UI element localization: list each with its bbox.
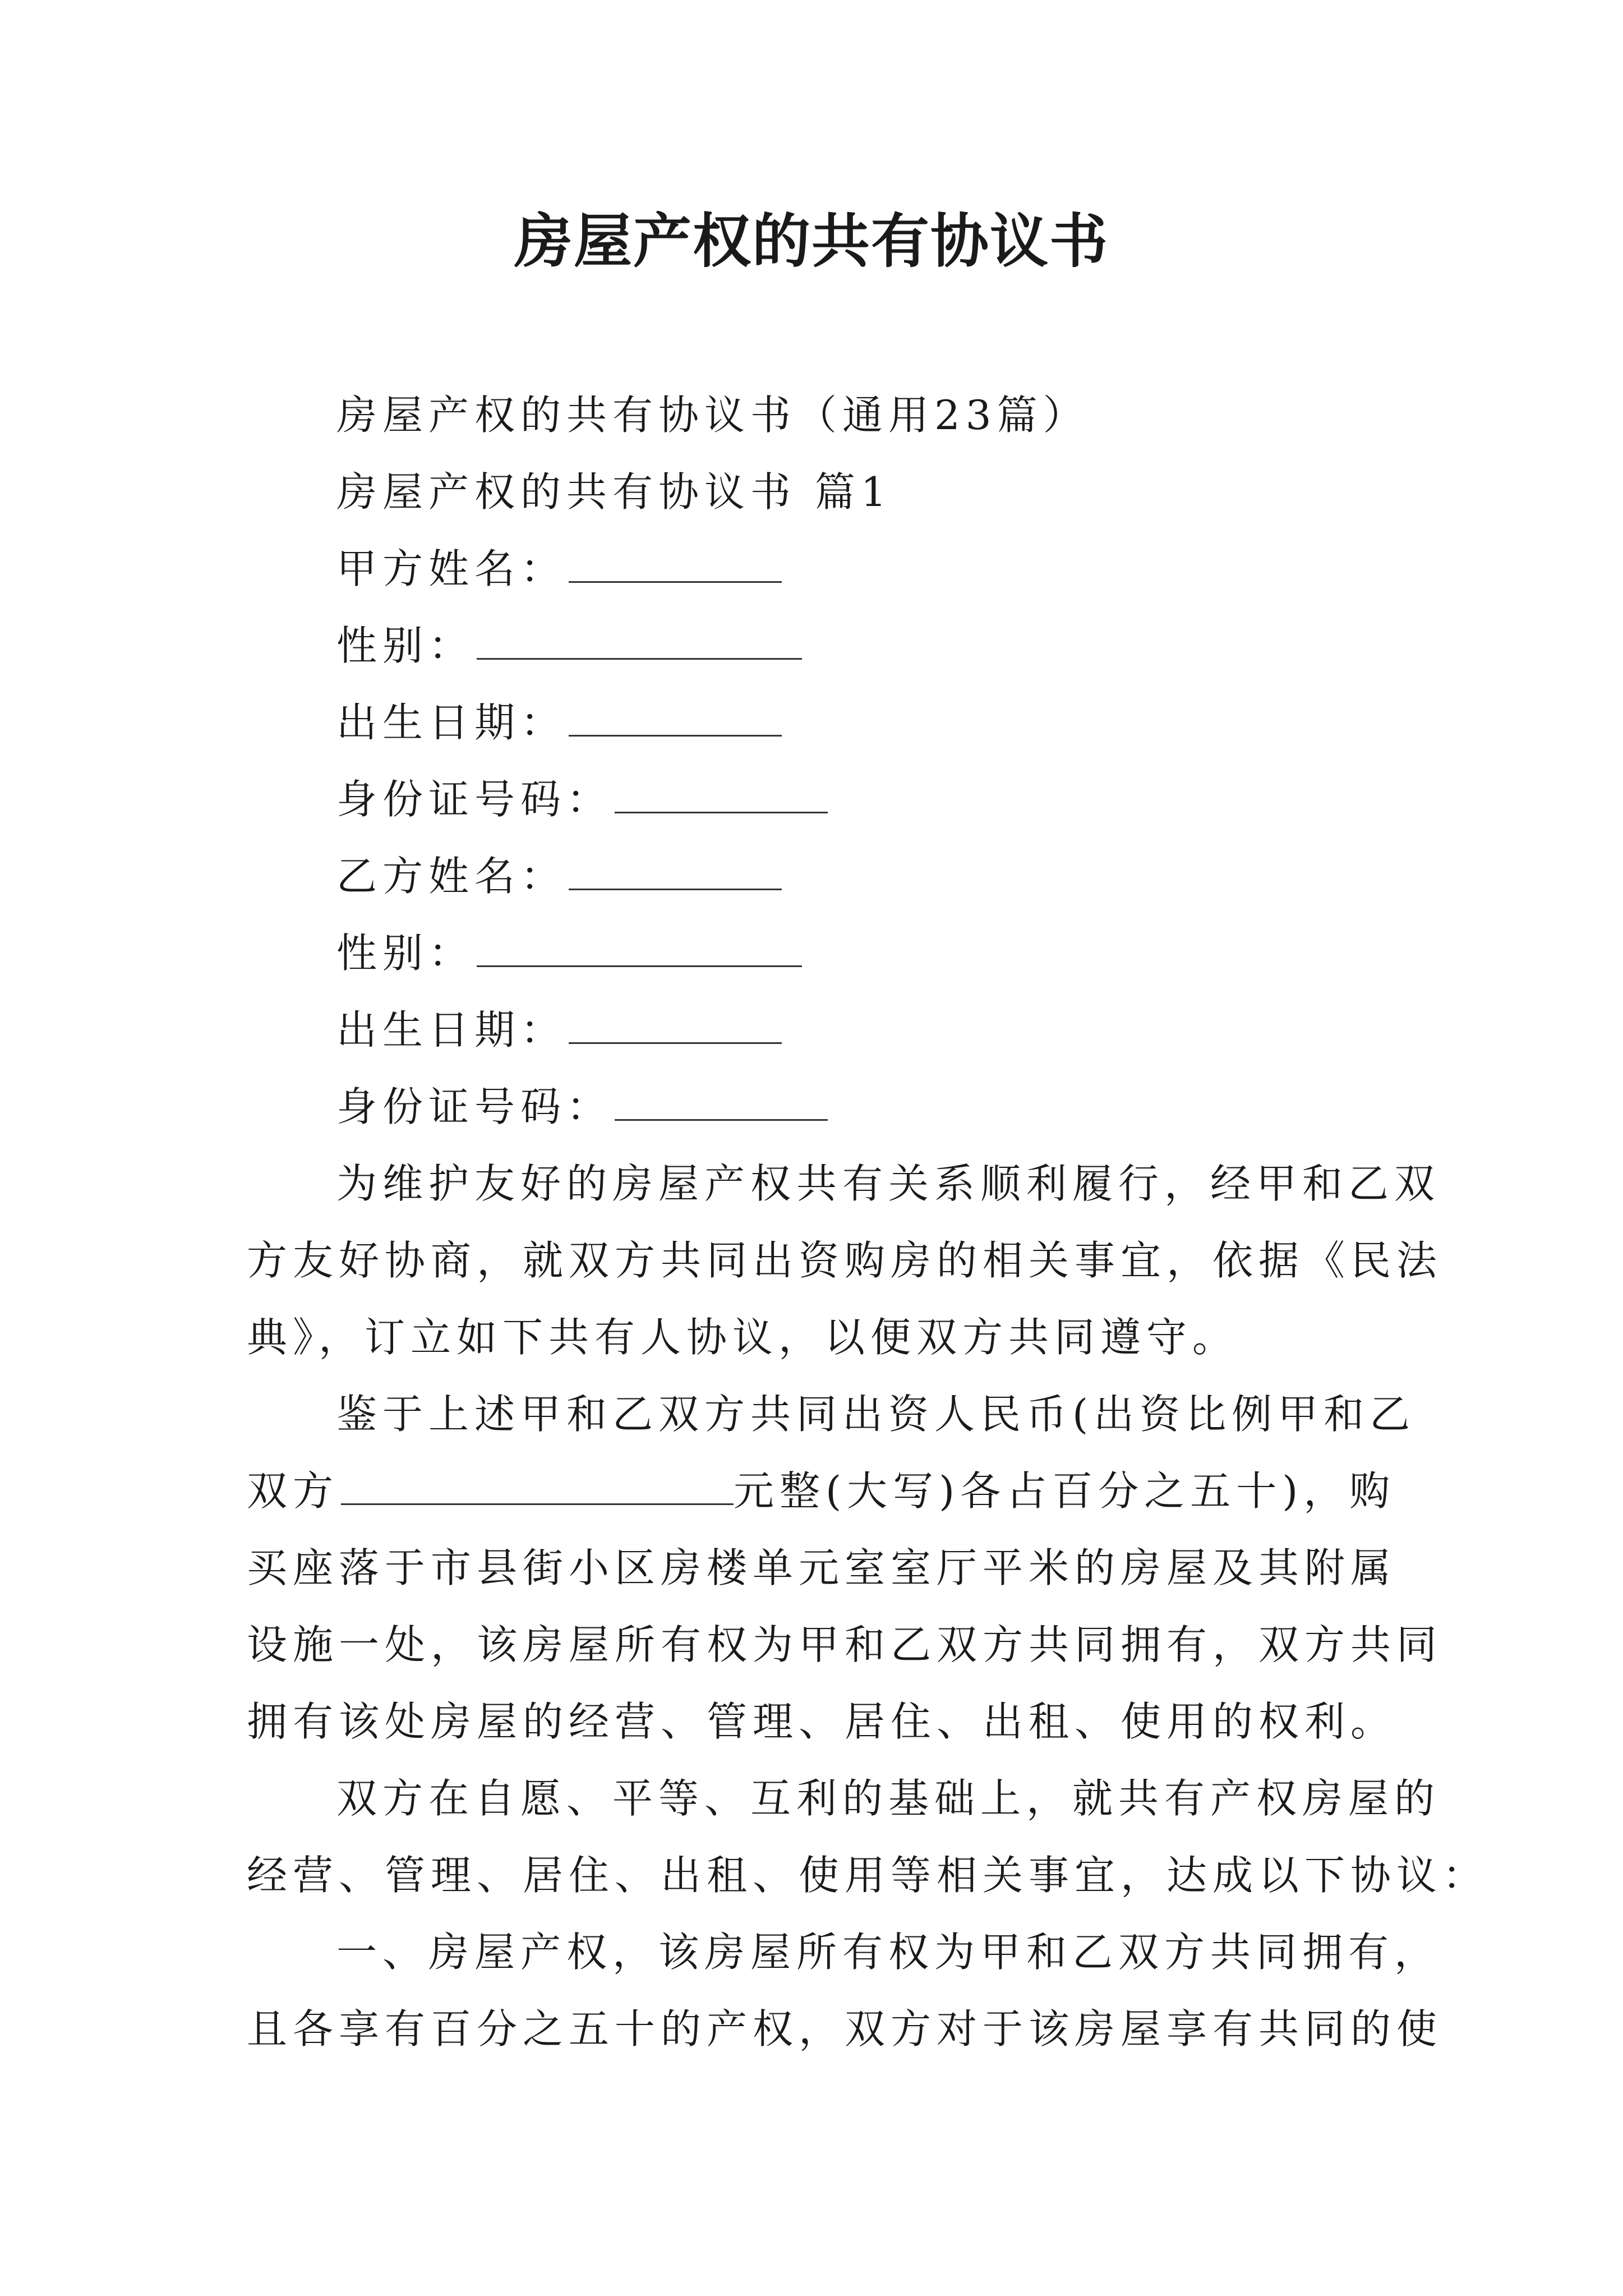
party-b-id-blank[interactable] (615, 1080, 828, 1121)
party-b-name-row (336, 848, 782, 904)
para2-line4: 设施一处，该房屋所有权为甲和乙双方共同拥有，双方共同 (247, 1621, 1443, 1668)
party-a-gender-label: 性别： (336, 622, 475, 669)
para3-line2: 经营、管理、居住、出租、使用等相关事宜，达成以下协议： (247, 1852, 1489, 1899)
party-a-gender-row (336, 618, 802, 674)
party-b-name-blank[interactable] (569, 849, 782, 890)
section-heading: 房屋产权的共有协议书 篇1 (336, 468, 892, 516)
party-a-id-blank[interactable] (615, 772, 828, 813)
para3-line1: 双方在自愿、平等、互利的基础上，就共有产权房屋的 (336, 1775, 1441, 1822)
party-b-gender-label: 性别： (336, 930, 475, 977)
party-b-name-label: 乙方姓名： (336, 853, 567, 900)
para2-line2-start: 双方 (247, 1467, 339, 1515)
para2-line2 (247, 1463, 1395, 1519)
party-a-gender-blank[interactable] (477, 619, 802, 660)
party-a-name-blank[interactable] (569, 542, 782, 583)
party-a-id-label: 身份证号码： (336, 776, 613, 823)
party-a-name-label: 甲方姓名： (336, 545, 567, 592)
amount-blank[interactable] (341, 1464, 734, 1505)
party-b-birth-blank[interactable] (569, 1003, 782, 1044)
para4-line2: 且各享有百分之五十的产权，双方对于该房屋享有共同的使 (247, 2005, 1443, 2053)
party-a-id-row (336, 771, 828, 827)
para2-line1: 鉴于上述甲和乙双方共同出资人民币(出资比例甲和乙 (336, 1391, 1416, 1438)
party-a-birth-row (336, 694, 782, 751)
para4-line1: 一、房屋产权，该房屋所有权为甲和乙双方共同拥有， (336, 1929, 1441, 1976)
party-b-birth-row (336, 1002, 782, 1058)
party-b-gender-blank[interactable] (477, 926, 802, 967)
para2-line3: 买座落于市县街小区房楼单元室室厅平米的房屋及其附属 (247, 1544, 1397, 1591)
document-subtitle: 房屋产权的共有协议书（通用23篇） (336, 392, 1089, 439)
para1-line2: 方友好协商，就双方共同出资购房的相关事宜，依据《民法 (247, 1237, 1443, 1284)
party-b-gender-row (336, 925, 802, 981)
para1-line1: 为维护友好的房屋产权共有关系顺利履行，经甲和乙双 (336, 1160, 1441, 1207)
para2-line2-end: 元整(大写)各占百分之五十)，购 (734, 1467, 1396, 1515)
para1-line3: 典》，订立如下共有人协议，以便双方共同遵守。 (247, 1314, 1239, 1361)
party-b-id-label: 身份证号码： (336, 1083, 613, 1130)
document-title: 房屋产权的共有协议书 (514, 206, 1109, 275)
party-b-id-row (336, 1079, 828, 1135)
party-a-name-row (336, 541, 782, 597)
party-a-birth-label: 出生日期： (336, 699, 567, 746)
para2-line5: 拥有该处房屋的经营、管理、居住、出租、使用的权利。 (247, 1698, 1397, 1745)
party-b-birth-label: 出生日期： (336, 1006, 567, 1053)
party-a-birth-blank[interactable] (569, 696, 782, 737)
